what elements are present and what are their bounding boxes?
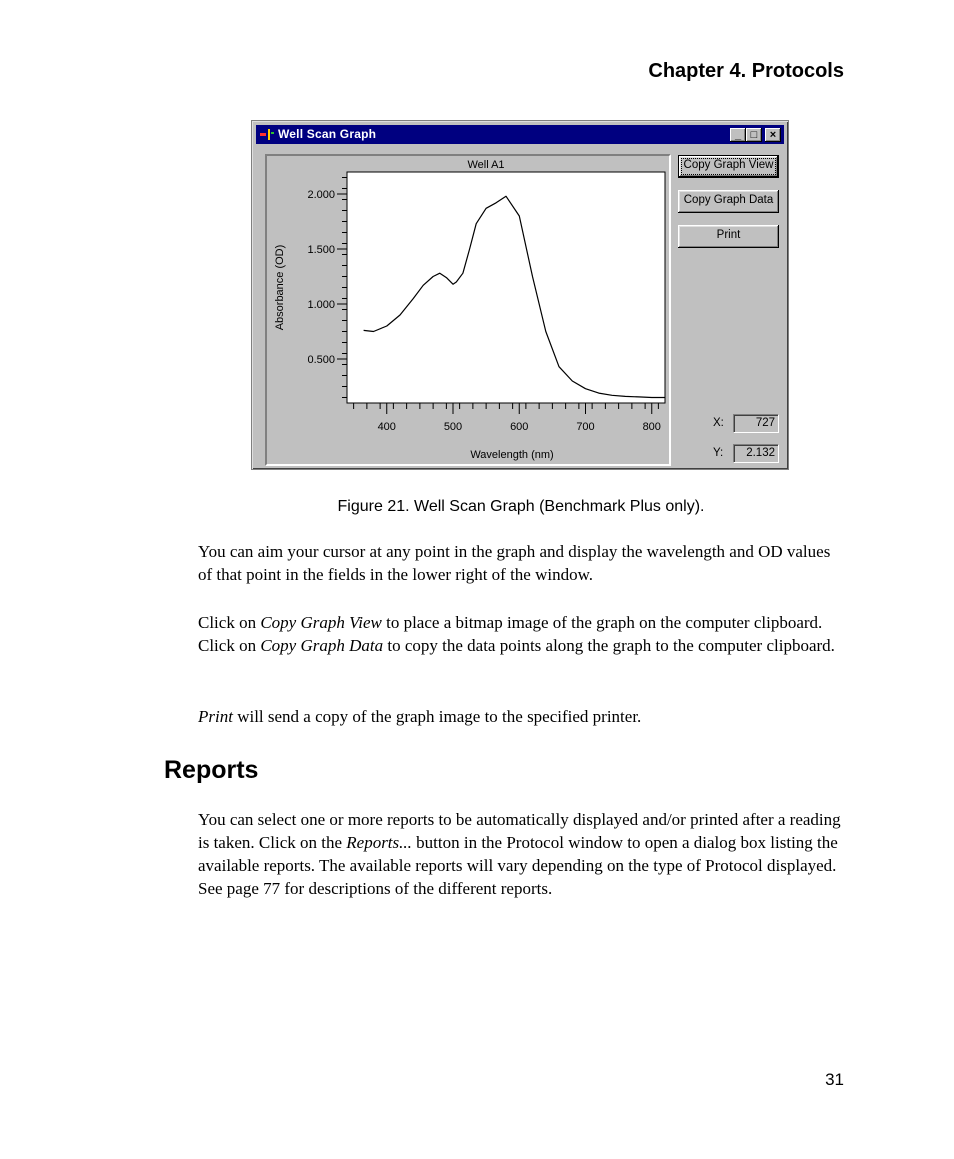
- y-value-field: 2.132: [733, 444, 779, 463]
- paragraph-copy: [198, 611, 848, 657]
- close-button[interactable]: ×: [765, 128, 781, 142]
- x-tick-label: 400: [377, 421, 396, 433]
- y-label: Y:: [713, 447, 724, 459]
- text-run: will send a copy of the graph image to the specified printer.: [232, 707, 642, 726]
- y-tick-label: 1.000: [307, 299, 335, 311]
- app-icon: [260, 128, 274, 141]
- y-tick-label: 2.000: [307, 189, 335, 201]
- window-titlebar[interactable]: [256, 125, 784, 144]
- minimize-button[interactable]: _: [730, 128, 746, 142]
- y-axis-label: Absorbance (OD): [274, 244, 286, 331]
- figure-caption: Figure 21. Well Scan Graph (Benchmark Plus only).: [337, 498, 705, 515]
- window-title: Well Scan Graph: [278, 127, 377, 141]
- text-run: to place a bitmap image of the graph on the computer clipboard. Click on: [198, 613, 823, 655]
- paragraph-reports: [198, 808, 848, 900]
- well-scan-plot[interactable]: [267, 156, 669, 464]
- well-scan-graph-window: [251, 120, 789, 470]
- reports-heading: Reports: [164, 756, 259, 784]
- emphasis-print: Print: [198, 707, 233, 726]
- x-axis-label: Wavelength (nm): [470, 449, 554, 461]
- paragraph-cursor: You can aim your cursor at any point in the graph and display the wavelength and OD values of that point in the fields in the lower right of the window.: [198, 542, 831, 584]
- page-number: 31: [825, 1070, 844, 1089]
- plot-area: [347, 172, 665, 403]
- text-run: Click on: [198, 613, 261, 632]
- emphasis-copy-graph-data: Copy Graph Data: [260, 636, 384, 655]
- print-button[interactable]: Print: [678, 225, 779, 248]
- text-run: You can select one or more reports to be automatically displayed and/or printed after a reading is taken. Click on the: [198, 810, 841, 852]
- x-tick-label: 800: [642, 421, 661, 433]
- maximize-button[interactable]: □: [746, 128, 762, 142]
- emphasis-reports: Reports...: [346, 833, 412, 852]
- text-run: button in the Protocol window to open a dialog box listing the available reports. The available reports will vary depending on the type of Protocol displayed. See page 77 for descriptions of the different reports.: [198, 833, 838, 898]
- text-run: to copy the data points along the graph to the computer clipboard.: [383, 636, 835, 655]
- y-tick-label: 0.500: [307, 354, 335, 366]
- copy-graph-view-button[interactable]: Copy Graph View: [678, 155, 779, 178]
- x-tick-label: 700: [576, 421, 595, 433]
- copy-graph-data-button[interactable]: Copy Graph Data: [678, 190, 779, 213]
- chapter-header: Chapter 4. Protocols: [648, 60, 844, 82]
- x-label: X:: [713, 417, 724, 429]
- paragraph-print: [198, 705, 848, 728]
- y-tick-label: 1.500: [307, 244, 335, 256]
- emphasis-copy-graph-view: Copy Graph View: [260, 613, 382, 632]
- x-tick-label: 500: [443, 421, 463, 433]
- graph-panel[interactable]: [265, 154, 671, 466]
- x-value-field: 727: [733, 414, 779, 433]
- x-tick-label: 600: [510, 421, 529, 433]
- chart-title: Well A1: [467, 159, 505, 171]
